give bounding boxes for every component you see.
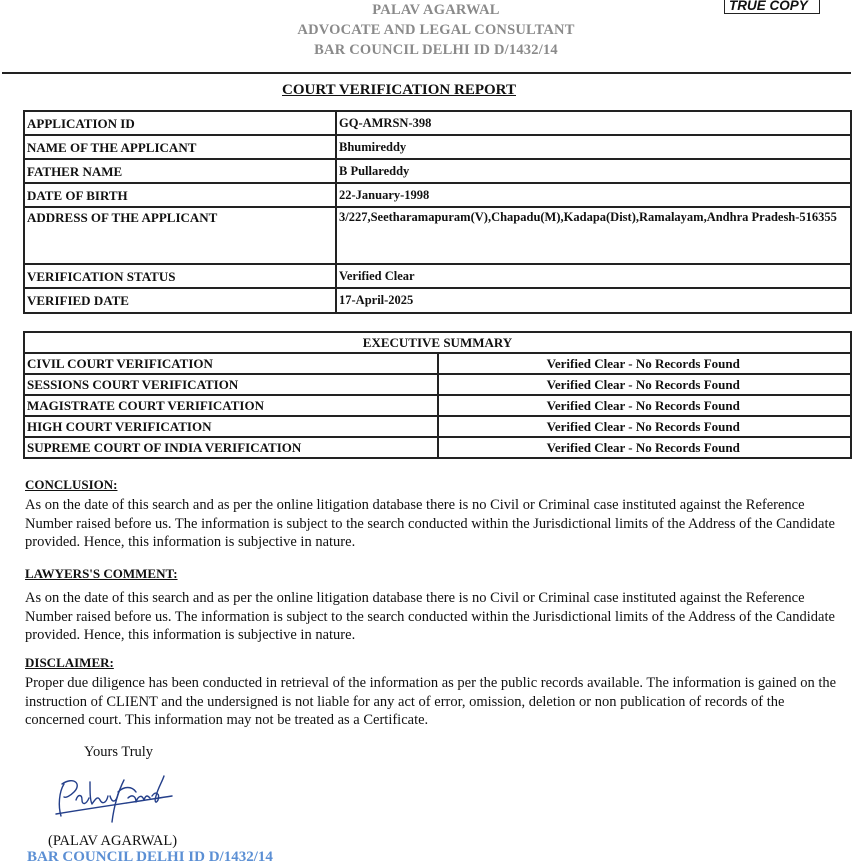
dob-value: 22-January-1998 [336, 183, 851, 207]
lawyers-comment-text: As on the date of this search and as per the online litigation database there is no Civil or Criminal case instituted against the Reference Number raised before us. The information is subject to the search conducted within the Jurisdictional limits of the Address of the Candidate provided. Hence, this information is subjective in nature. [25, 590, 835, 643]
application-id-label: APPLICATION ID [24, 111, 336, 135]
table-row [24, 353, 851, 374]
disclaimer-text: Proper due diligence has been conducted in retrieval of the information as per the public records available. The information is gained on the instruction of CLIENT and the undersigned is not liable for any act of error, omission, deletion or non publication of records of the concerned court. This information may not be treated as a Certificate. [25, 675, 837, 728]
table-header-row [24, 332, 851, 353]
address-value: 3/227,Seetharamapuram(V),Chapadu(M),Kadapa(Dist),Ramalayam,Andhra Pradesh-516355 [336, 207, 851, 264]
true-copy-stamp: TRUE COPY [724, 0, 820, 14]
summary-row-label: HIGH COURT VERIFICATION [24, 416, 438, 437]
conclusion-text: As on the date of this search and as per the online litigation database there is no Civil or Criminal case instituted against the Reference Number raised before us. The information is subject to the search conducted within the Jurisdictional limits of the Address of the Candidate provided. Hence, this information is subjective in nature. [25, 497, 835, 550]
table-row [24, 395, 851, 416]
table-row [24, 416, 851, 437]
table-row [24, 183, 851, 207]
summary-row-result: Verified Clear - No Records Found [438, 395, 852, 416]
signatory-name: (PALAV AGARWAL) [48, 833, 178, 849]
executive-summary-table [23, 331, 852, 459]
conclusion-section [25, 477, 840, 552]
table-row [24, 111, 851, 135]
summary-row-label: SUPREME COURT OF INDIA VERIFICATION [24, 437, 438, 458]
table-row [24, 437, 851, 458]
table-row [24, 288, 851, 313]
table-row [24, 207, 851, 264]
summary-row-result: Verified Clear - No Records Found [438, 353, 852, 374]
address-label: ADDRESS OF THE APPLICANT [24, 207, 336, 264]
lawyers-comment-section [25, 566, 840, 645]
verification-status-label: VERIFICATION STATUS [24, 264, 336, 288]
dob-label: DATE OF BIRTH [24, 183, 336, 207]
summary-row-result: Verified Clear - No Records Found [438, 437, 852, 458]
conclusion-heading: CONCLUSION: [25, 477, 118, 492]
verified-date-value: 17-April-2025 [336, 288, 851, 313]
applicant-info-table [23, 110, 852, 314]
handwritten-signature [52, 770, 176, 831]
summary-row-label: MAGISTRATE COURT VERIFICATION [24, 395, 438, 416]
applicant-name-value: Bhumireddy [336, 135, 851, 159]
summary-row-label: CIVIL COURT VERIFICATION [24, 353, 438, 374]
summary-row-result: Verified Clear - No Records Found [438, 374, 852, 395]
disclaimer-heading: DISCLAIMER: [25, 655, 114, 670]
summary-row-result: Verified Clear - No Records Found [438, 416, 852, 437]
advocate-bar-id: BAR COUNCIL DELHI ID D/1432/14 [314, 42, 558, 58]
father-name-label: FATHER NAME [24, 159, 336, 183]
signatory-bar-id: BAR COUNCIL DELHI ID D/1432/14 [27, 849, 273, 865]
header-divider [2, 72, 851, 74]
advocate-designation: ADVOCATE AND LEGAL CONSULTANT [297, 22, 575, 38]
disclaimer-section [25, 655, 840, 730]
applicant-name-label: NAME OF THE APPLICANT [24, 135, 336, 159]
father-name-value: B Pullareddy [336, 159, 851, 183]
report-title: COURT VERIFICATION REPORT [282, 82, 516, 98]
summary-row-label: SESSIONS COURT VERIFICATION [24, 374, 438, 395]
table-row [24, 135, 851, 159]
verification-status-value: Verified Clear [336, 264, 851, 288]
table-row [24, 374, 851, 395]
advocate-name: PALAV AGARWAL [372, 2, 500, 18]
table-row [24, 264, 851, 288]
executive-summary-title: EXECUTIVE SUMMARY [24, 332, 851, 353]
lawyers-comment-heading: LAWYERS'S COMMENT: [25, 566, 178, 581]
table-row [24, 159, 851, 183]
closing-text: Yours Truly [84, 744, 154, 760]
application-id-value: GQ-AMRSN-398 [336, 111, 851, 135]
verified-date-label: VERIFIED DATE [24, 288, 336, 313]
